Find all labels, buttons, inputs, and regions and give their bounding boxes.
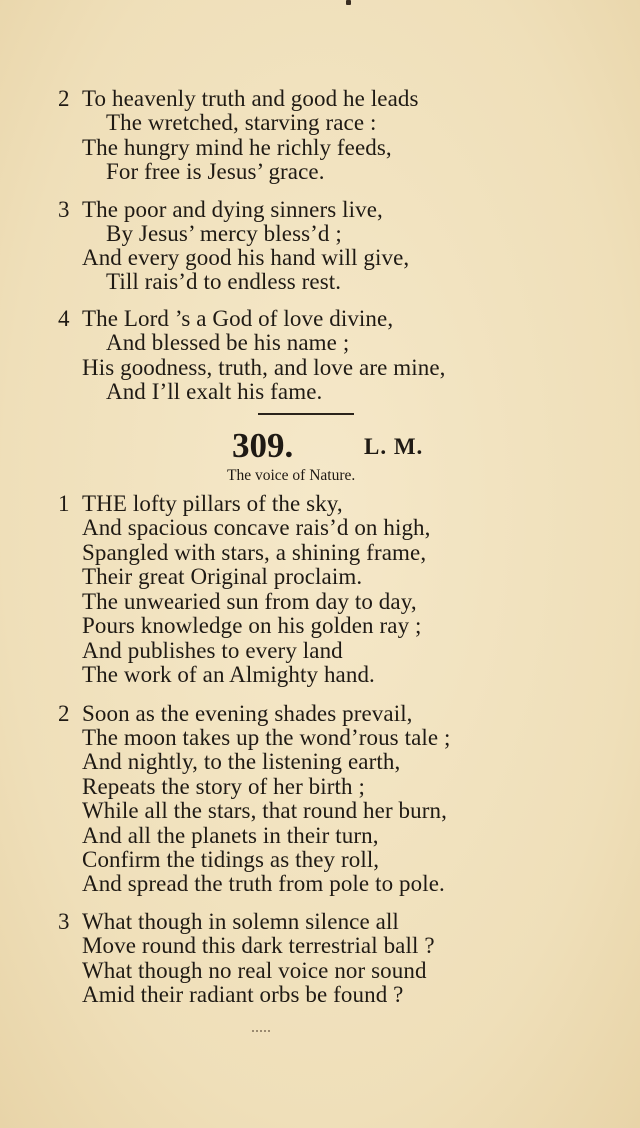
verse-line: Amid their radiant orbs be found ? — [82, 982, 404, 1007]
verse-line: By Jesus’ mercy bless’d ; — [106, 221, 342, 246]
verse-line: The unwearied sun from day to day, — [82, 589, 417, 614]
verse-line: Their great Original proclaim. — [82, 564, 363, 589]
verse-line: And spacious concave rais’d on high, — [82, 515, 431, 540]
verse-line: His goodness, truth, and love are mine, — [82, 355, 446, 380]
verse-line: The poor and dying sinners live, — [82, 197, 383, 222]
stanza-number: 3 — [58, 197, 70, 222]
verse-line: Till rais’d to endless rest. — [106, 269, 342, 294]
verse-line: While all the stars, that round her burn, — [82, 798, 447, 823]
stanza-number: 4 — [58, 306, 70, 331]
verse-line: What though no real voice nor sound — [82, 958, 427, 983]
verse-line: The wretched, starving race : — [106, 110, 377, 135]
verse-line: And I’ll exalt his fame. — [106, 379, 323, 404]
verse-line: To heavenly truth and good he leads — [82, 86, 419, 111]
verse-line: Move round this dark terrestrial ball ? — [82, 933, 435, 958]
stanza-number: 1 — [58, 491, 70, 516]
verse-line: The moon takes up the wond’rous tale ; — [82, 725, 451, 750]
hymn-subtitle: The voice of Nature. — [227, 467, 356, 484]
stanza-number: 3 — [58, 909, 70, 934]
verse-line: Soon as the evening shades prevail, — [82, 701, 413, 726]
verse-line: The work of an Almighty hand. — [82, 662, 375, 687]
verse-line: THE lofty pillars of the sky, — [82, 491, 343, 516]
page-edge-mark — [346, 0, 351, 5]
verse-line: And all the planets in their turn, — [82, 823, 379, 848]
verse-line: Repeats the story of her birth ; — [82, 774, 365, 799]
verse-line: And blessed be his name ; — [106, 330, 350, 355]
stanza-number: 2 — [58, 86, 70, 111]
verse-line: And spread the truth from pole to pole. — [82, 871, 445, 896]
verse-line: Confirm the tidings as they roll, — [82, 847, 380, 872]
verse-line: The Lord ’s a God of love divine, — [82, 306, 394, 331]
verse-line: What though in solemn silence all — [82, 909, 399, 934]
verse-line: And every good his hand will give, — [82, 245, 410, 270]
verse-line: Pours knowledge on his golden ray ; — [82, 613, 422, 638]
hymn-number: 309. — [232, 426, 294, 465]
page-foot-mark — [252, 1030, 270, 1034]
verse-line: The hungry mind he richly feeds, — [82, 135, 392, 160]
verse-line: For free is Jesus’ grace. — [106, 159, 325, 184]
hymn-meter: L. M. — [364, 434, 424, 459]
verse-line: And nightly, to the listening earth, — [82, 749, 401, 774]
stanza-number: 2 — [58, 701, 70, 726]
verse-line: And publishes to every land — [82, 638, 343, 663]
section-divider — [258, 413, 354, 415]
verse-line: Spangled with stars, a shining frame, — [82, 540, 427, 565]
